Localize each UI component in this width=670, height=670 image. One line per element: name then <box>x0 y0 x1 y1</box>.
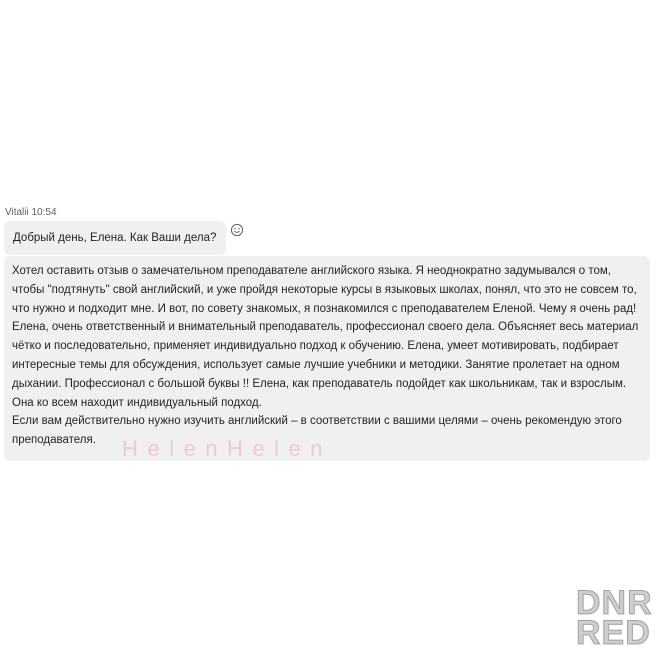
message-line: дыхании. Профессионал с большой буквы !! Елена, как преподаватель подойдет как школьникам, так и взрослым. <box>12 377 627 390</box>
logo-line-1: DNR <box>576 584 653 622</box>
logo-line-2: RED <box>576 614 651 652</box>
message-line: Елена, очень ответственный и внимательный преподаватель, профессионал своего дела. Объясняет весь материал <box>12 321 639 334</box>
message-line: Хотел оставить отзыв о замечательном преподавателе английского языка. Я неоднократно задумывался о том, <box>12 265 611 277</box>
message-bubble-greeting[interactable] <box>4 221 226 255</box>
message-text: Добрый день, Елена. Как Ваши дела? <box>13 232 217 244</box>
message-line: чтобы "подтянуть" свой английский, и уже пройдя некоторые курсы в языковых школах, понял, что это не совсем то, <box>12 283 637 296</box>
watermark: HelenHelen <box>122 436 332 461</box>
message-line: интересные темы для обсуждения, использует самые лучшие учебники и методики. Занятие пролетает на одном <box>12 358 620 371</box>
message-line: Она ко всем находит индивидуальный подход. <box>12 396 262 409</box>
message-line: преподавателя. <box>12 434 96 447</box>
smiley-reaction-icon[interactable] <box>230 223 244 237</box>
message-line: чётко и последовательно, применяет индивидуально подход к обучению. Елена, умеет мотивировать, подбирает <box>12 340 619 353</box>
site-logo <box>576 584 660 652</box>
message-line: Если вам действительно нужно изучить английский – в соответствии с вашими целями – очень рекомендую этого <box>12 415 622 428</box>
message-meta: Vitalii 10:54 <box>5 207 57 218</box>
message-bubble-review[interactable] <box>4 256 650 461</box>
message-line: что нужно и подходит мне. И вот, по совету знакомых, я познакомился с преподавателем Еленой. Чему я очень рад! <box>12 302 637 315</box>
